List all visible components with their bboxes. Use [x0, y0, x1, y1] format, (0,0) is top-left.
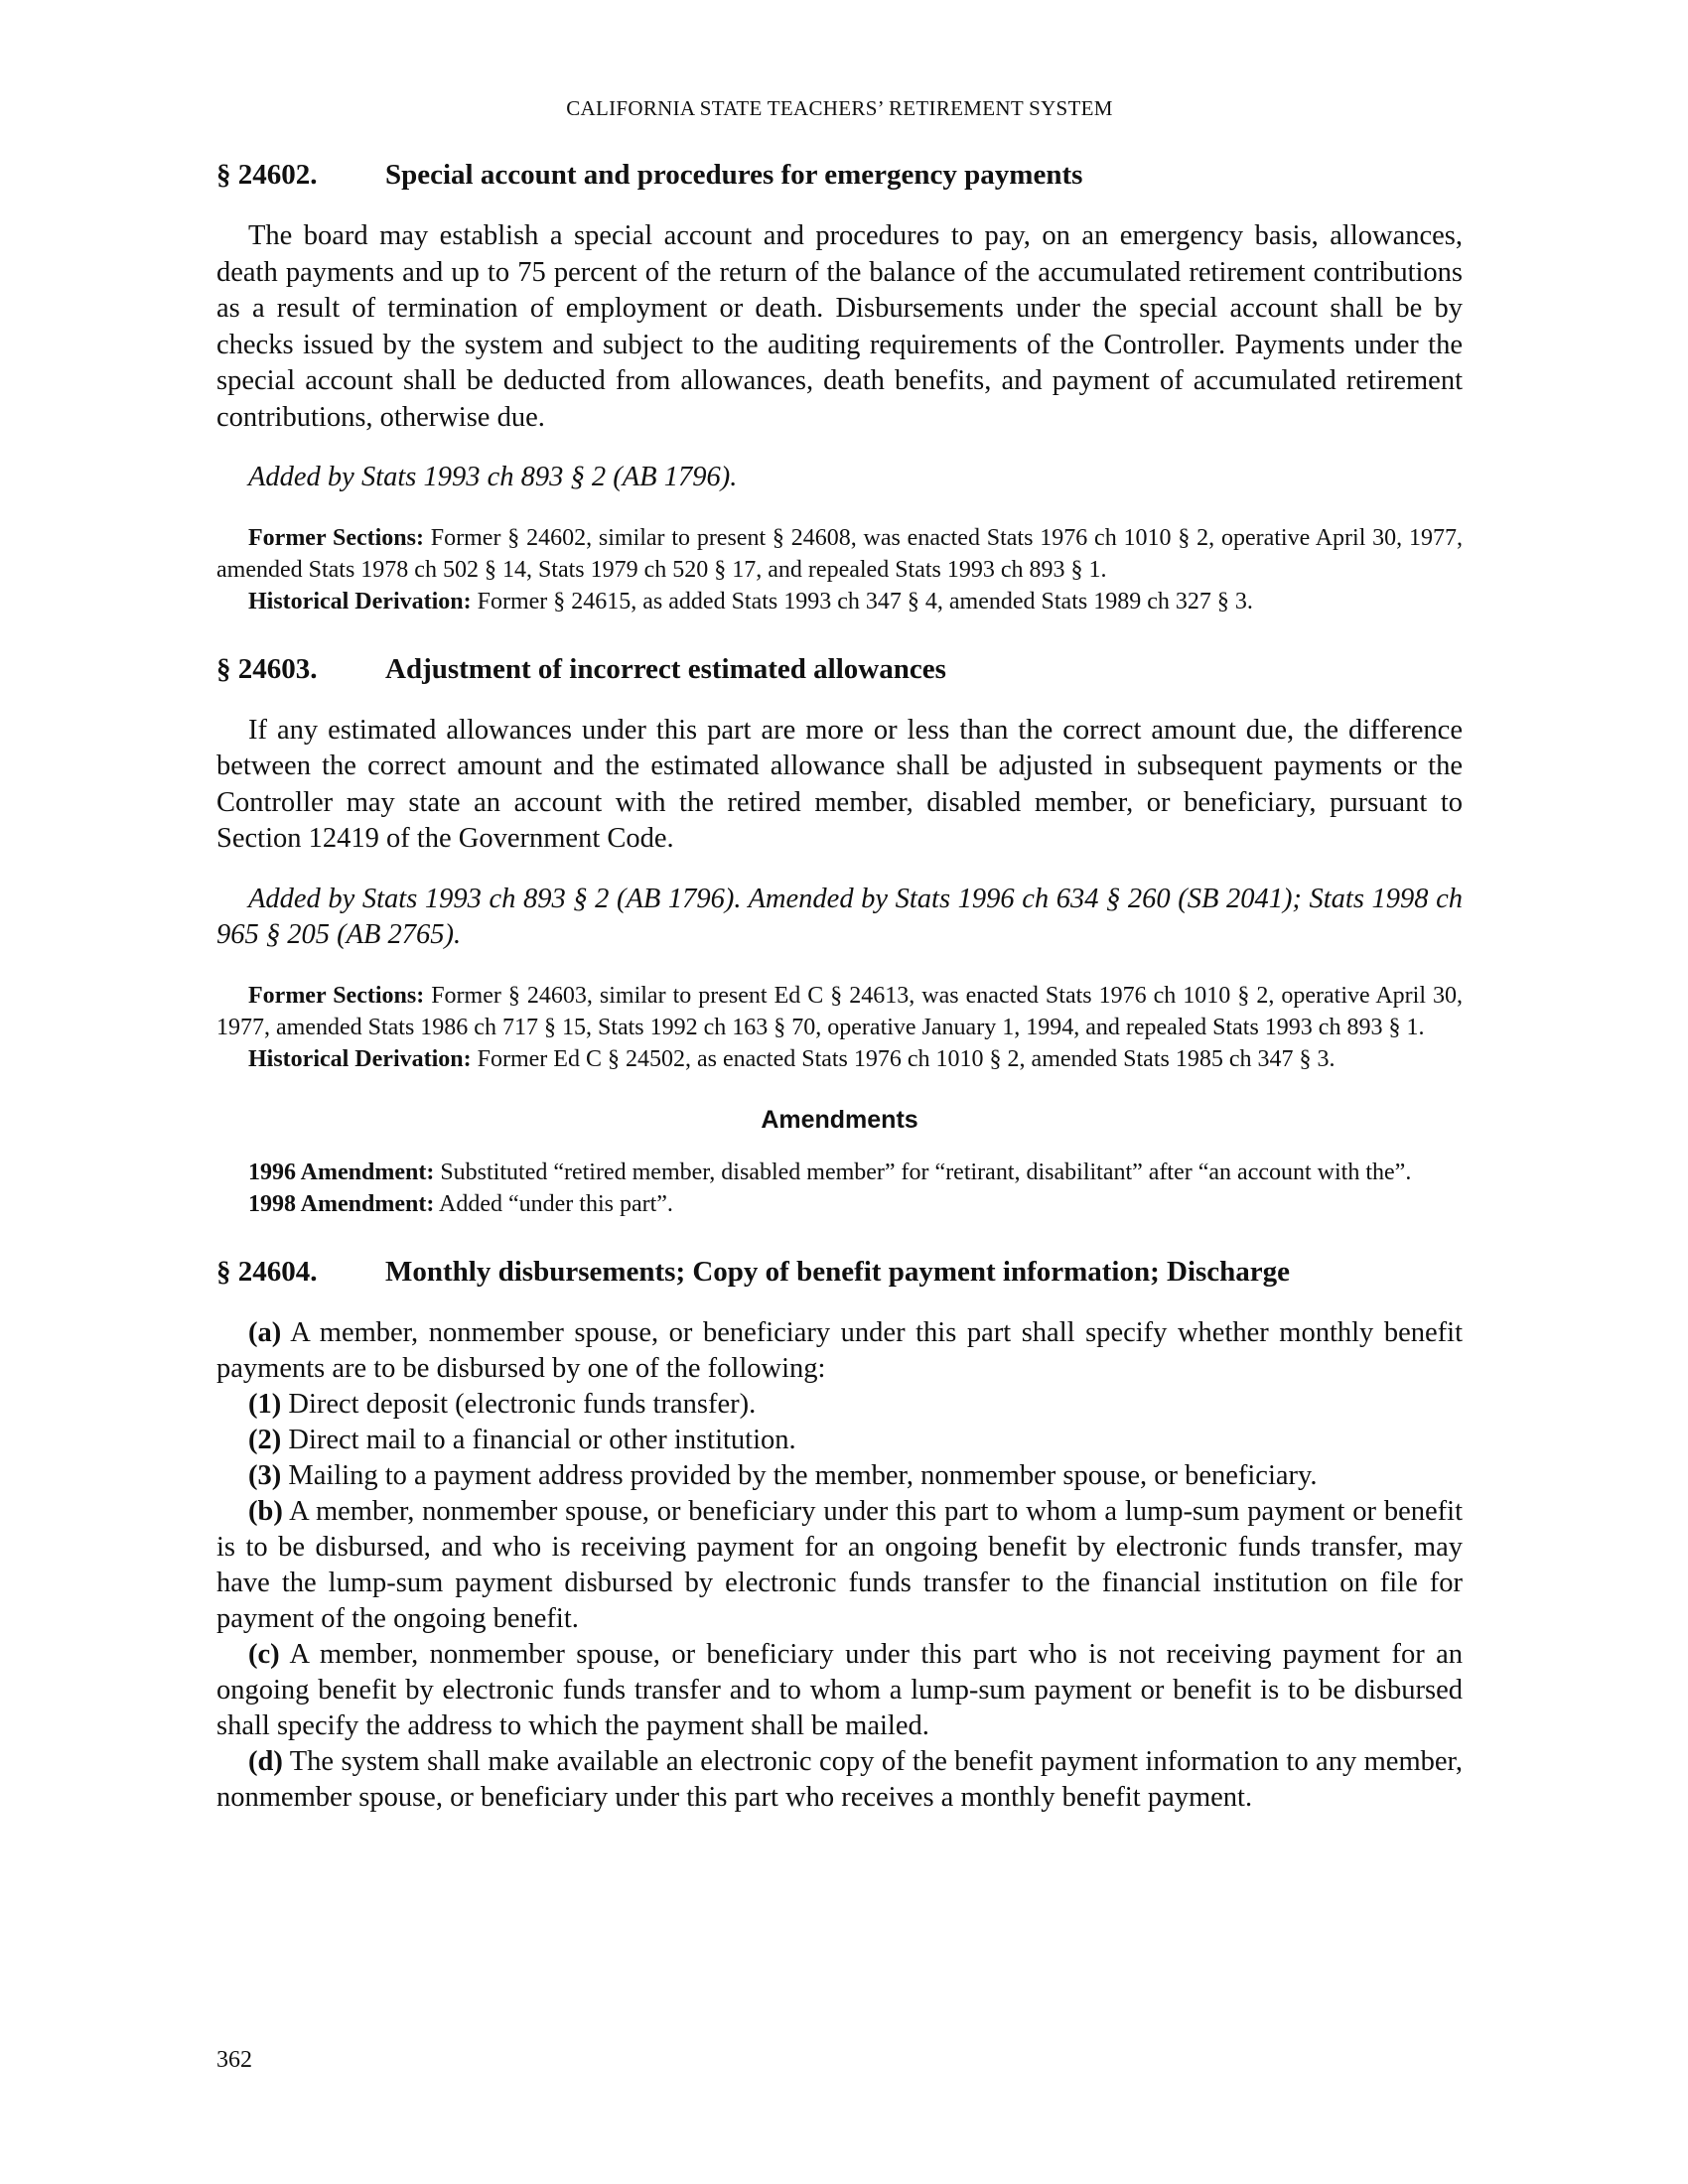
paragraph-label: (1) — [248, 1388, 282, 1420]
historical-derivation-text: Former § 24615, as added Stats 1993 ch 347 § 4, amended Stats 1989 ch 327 § 3. — [471, 588, 1253, 614]
amendments-heading: Amendments — [761, 1105, 918, 1134]
notes — [216, 980, 1463, 1075]
paragraph-text: Direct mail to a financial or other institution. — [281, 1424, 796, 1455]
subdivision-c — [216, 1637, 1463, 1744]
subdivision-label: (c) — [248, 1638, 280, 1670]
section-title: Monthly disbursements; Copy of benefit payment information; Discharge — [385, 1255, 1291, 1288]
subdivision-label: (d) — [248, 1745, 283, 1777]
history-note: Added by Stats 1993 ch 893 § 2 (AB 1796). Amended by Stats 1996 ch 634 § 260 (SB 2041); Stats 1998 ch 965 § 205 (AB 2765). — [216, 883, 1463, 950]
former-sections-text: Former § 24602, similar to present § 24608, was enacted Stats 1976 ch 1010 § 2, operative April 30, 1977, amended Stats 1978 ch 502 § 14, Stats 1979 ch 520 § 17, and repealed Stats 1993 ch 893 § 1. — [216, 524, 1463, 583]
amendment-1998-label: 1998 Amendment: — [248, 1190, 435, 1217]
notes — [216, 522, 1463, 617]
historical-derivation-note — [216, 586, 1463, 617]
historical-derivation-note — [216, 1043, 1463, 1075]
amendment-1996 — [216, 1157, 1463, 1188]
section-heading — [216, 157, 1463, 193]
former-sections-label: Former Sections: — [248, 524, 424, 551]
section-heading — [216, 1254, 1463, 1290]
subdivision-text: A member, nonmember spouse, or beneficiary under this part who is not receiving payment for an ongoing benefit by electronic funds transfer and to whom a lump-sum payment or benefit is to be disbursed shall specify the address to which the payment shall be mailed. — [216, 1638, 1463, 1741]
subdivision-text: A member, nonmember spouse, or beneficiary under this part shall specify whether monthly benefit payments are to be disbursed by one of the following: — [216, 1316, 1463, 1384]
paragraph-text: Direct deposit (electronic funds transfer). — [281, 1388, 757, 1420]
document-page — [216, 95, 1463, 1816]
paragraph-3 — [216, 1458, 1463, 1494]
subdivision-label: (a) — [248, 1316, 282, 1348]
section-body: The board may establish a special account and procedures to pay, on an emergency basis, allowances, death payments and up to 75 percent of the return of the balance of the accumulated retirement contributions as a result of termination of employment or death. Disbursements under the special account shall be by checks issued by the system and subject to the auditing requirements of the Controller. Payments under the special account shall be deducted from allowances, death benefits, and payment of accumulated retirement contributions, otherwise due. — [216, 220, 1463, 433]
former-sections-note — [216, 980, 1463, 1043]
paragraph-label: (2) — [248, 1424, 282, 1455]
subdivision-text: A member, nonmember spouse, or beneficiary under this part to whom a lump-sum payment or benefit is to be disbursed, and who is receiving payment for an ongoing benefit by electronic funds transfer, may have the lump-sum payment disbursed by electronic funds transfer to the financial institution on file for payment of the ongoing benefit. — [216, 1495, 1463, 1634]
paragraph-1 — [216, 1387, 1463, 1423]
amendment-1998 — [216, 1188, 1463, 1220]
historical-derivation-text: Former Ed C § 24502, as enacted Stats 1976 ch 1010 § 2, amended Stats 1985 ch 347 § 3. — [471, 1045, 1336, 1072]
section-24603 — [216, 651, 1463, 1220]
page-number: 362 — [216, 2047, 252, 2073]
section-number: § 24603. — [216, 652, 318, 685]
section-24602 — [216, 157, 1463, 617]
subdivision-a — [216, 1315, 1463, 1387]
section-number: § 24602. — [216, 159, 318, 191]
section-body: If any estimated allowances under this part are more or less than the correct amount due, the difference between the correct amount and the estimated allowance shall be adjusted in subsequent payments or the Controller may state an account with the retired member, disabled member, or beneficiary, pursuant to Section 12419 of the Government Code. — [216, 714, 1463, 854]
subdivision-label: (b) — [248, 1495, 283, 1527]
section-title: Adjustment of incorrect estimated allowances — [385, 652, 946, 685]
paragraph-text: Mailing to a payment address provided by the member, nonmember spouse, or beneficiary. — [281, 1459, 1318, 1491]
section-heading — [216, 651, 1463, 687]
amendments-notes — [216, 1157, 1463, 1220]
subdivision-b — [216, 1494, 1463, 1637]
paragraph-label: (3) — [248, 1459, 282, 1491]
amendment-1996-label: 1996 Amendment: — [248, 1159, 435, 1185]
section-title: Special account and procedures for emergency payments — [385, 159, 1083, 191]
former-sections-label: Former Sections: — [248, 982, 425, 1009]
amendment-1996-text: Substituted “retired member, disabled member” for “retirant, disabilitant” after “an account with the”. — [434, 1159, 1412, 1185]
former-sections-text: Former § 24603, similar to present Ed C § 24613, was enacted Stats 1976 ch 1010 § 2, operative April 30, 1977, amended Stats 1986 ch 717 § 15, Stats 1992 ch 163 § 70, operative January 1, 1994, and repealed Stats 1993 ch 893 § 1. — [216, 982, 1464, 1040]
former-sections-note — [216, 522, 1463, 586]
subdivision-text: The system shall make available an electronic copy of the benefit payment information to any member, nonmember spouse, or beneficiary under this part who receives a monthly benefit payment. — [216, 1745, 1463, 1813]
section-number: § 24604. — [216, 1255, 318, 1288]
historical-derivation-label: Historical Derivation: — [248, 1045, 472, 1072]
amendment-1998-text: Added “under this part”. — [434, 1190, 673, 1217]
historical-derivation-label: Historical Derivation: — [248, 588, 472, 614]
subdivision-d — [216, 1744, 1463, 1816]
history-note: Added by Stats 1993 ch 893 § 2 (AB 1796). — [248, 462, 738, 492]
running-head: CALIFORNIA STATE TEACHERS’ RETIREMENT SYSTEM — [566, 96, 1113, 120]
paragraph-2 — [216, 1423, 1463, 1458]
section-24604 — [216, 1254, 1463, 1816]
